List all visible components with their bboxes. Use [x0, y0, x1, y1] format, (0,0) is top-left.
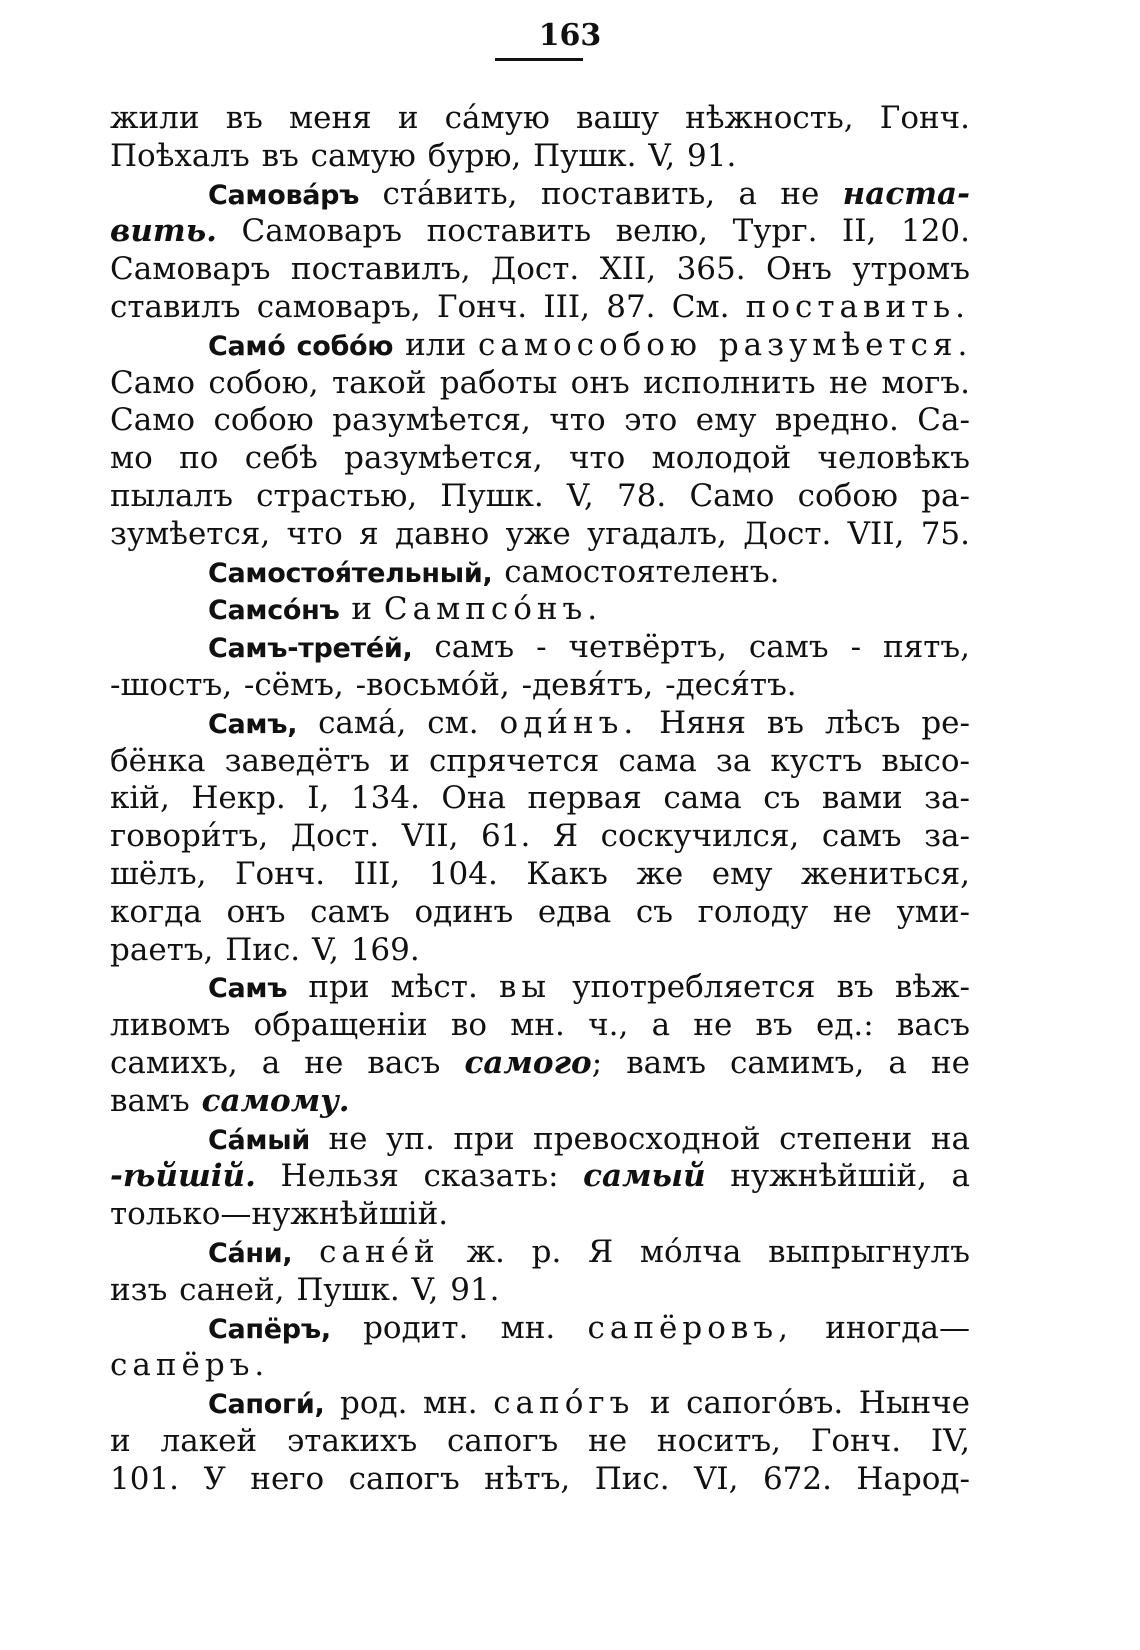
line-text: ; вамъ самимъ, а не — [591, 1044, 970, 1081]
line-text: Нельзя сказать: — [255, 1158, 584, 1195]
line-text: раетъ, Пис. V, 169. — [110, 931, 420, 968]
text-line — [110, 705, 970, 743]
spaced-text: сапо́гъ — [493, 1385, 635, 1422]
entry-headword: Самсо́нъ — [208, 595, 340, 627]
line-text: род. мн. — [324, 1385, 494, 1422]
spaced-text: сане́й — [319, 1233, 440, 1270]
spaced-text: сапёръ. — [110, 1347, 270, 1384]
page-number-rule — [495, 58, 583, 61]
line-text: родит. мн. — [330, 1309, 588, 1346]
line-text: только—нужнѣйшій. — [110, 1196, 449, 1233]
emphasis-text: самого — [464, 1044, 592, 1081]
text-line — [110, 176, 970, 214]
line-text: Самоваръ поставить велю, Тург. II, 120. — [216, 213, 970, 250]
line-text — [292, 1234, 319, 1270]
line-text: самостоятеленъ. — [492, 553, 780, 590]
text-line — [110, 1272, 970, 1310]
emphasis-text: -ѣйшій. — [110, 1158, 256, 1195]
text-line — [110, 780, 970, 818]
text-line — [110, 1385, 970, 1423]
line-text: когда онъ самъ одинъ едва съ голоду не уми- — [110, 893, 970, 930]
line-text: Поѣхалъ въ самую бурю, Пушк. V, 91. — [110, 137, 737, 174]
line-text: кій, Некр. I, 134. Она первая сама съ вами за- — [110, 780, 970, 817]
line-text: Няня въ лѣсъ ре- — [638, 704, 970, 741]
spaced-text: сапёровъ, — [587, 1309, 793, 1346]
text-line — [110, 1196, 970, 1234]
line-text: при мѣст. — [287, 969, 499, 1006]
text-line — [110, 289, 970, 327]
text-line — [110, 629, 970, 667]
line-text: сама́, см. — [297, 704, 500, 741]
text-line — [110, 478, 970, 516]
line-text: и — [339, 591, 384, 628]
emphasis-text: вить. — [110, 213, 217, 250]
text-line — [110, 440, 970, 478]
text-line — [110, 743, 970, 781]
line-text: ставилъ самоваръ, Гонч. III, 87. См. — [110, 288, 746, 325]
line-text: -шостъ, -сёмъ, -восьмо́й, -девя́тъ, -деся́тъ. — [110, 666, 797, 703]
spaced-text: поставить. — [745, 288, 970, 325]
line-text: изъ саней, Пушк. V, 91. — [110, 1271, 500, 1308]
line-text: 101. У него сапогъ нѣтъ, Пис. VI, 672. Народ- — [110, 1460, 970, 1497]
text-line — [110, 1234, 970, 1272]
text-line — [110, 554, 970, 592]
line-text: нужнѣйшій, а — [705, 1158, 970, 1195]
line-text: говори́тъ, Дост. VII, 61. Я соскучился, самъ за- — [110, 818, 970, 855]
line-text: вамъ — [110, 1082, 202, 1119]
text-line — [110, 1121, 970, 1159]
text-line — [110, 818, 970, 856]
text-line — [110, 138, 970, 176]
text-line — [110, 365, 970, 403]
line-text: или — [393, 326, 478, 363]
line-text: мо по себѣ разумѣется, что молодой человѣкъ — [110, 440, 970, 477]
line-text: иногда— — [792, 1309, 971, 1346]
text-line — [110, 969, 970, 1007]
text-line — [110, 894, 970, 932]
line-text: ста́вить, поставить, а не — [359, 175, 843, 212]
text-line — [110, 516, 970, 554]
text-line — [110, 591, 970, 629]
text-line — [110, 932, 970, 970]
line-text: Само собою, такой работы онъ исполнить не могъ. — [110, 364, 970, 401]
entry-headword: Сапёръ, — [208, 1313, 331, 1345]
line-text: ливомъ обращеніи во мн. ч., а не въ ед.: васъ — [110, 1007, 970, 1044]
page-number: 163 — [538, 18, 602, 53]
line-text: не уп. при превосходной степени на — [309, 1120, 970, 1157]
text-line — [110, 1007, 970, 1045]
text-line — [110, 213, 970, 251]
spaced-text: вы — [498, 969, 552, 1006]
entry-headword: Самъ — [208, 973, 288, 1005]
spaced-text: Сампсо́нъ. — [383, 591, 603, 628]
line-text: бёнка заведётъ и спрячется сама за кустъ высо- — [110, 742, 970, 779]
spaced-text: самособою разумѣется. — [478, 326, 973, 363]
text-line — [110, 1423, 970, 1461]
text-line — [110, 667, 970, 705]
entry-headword: Само́ собо́ю — [208, 330, 394, 362]
text-line — [110, 856, 970, 894]
spaced-text: оди́нъ. — [499, 704, 639, 741]
entry-headword: Самостоя́тельный, — [208, 557, 493, 589]
text-line — [110, 100, 970, 138]
text-line — [110, 1461, 970, 1499]
line-text: употребляется въ вѣж- — [551, 969, 971, 1006]
emphasis-text: наста- — [842, 175, 970, 212]
entry-headword: Сапоги́, — [208, 1389, 325, 1421]
emphasis-text: самый — [583, 1158, 706, 1195]
line-text: шёлъ, Гонч. III, 104. Какъ же ему жениться, — [110, 855, 970, 892]
text-line — [110, 402, 970, 440]
emphasis-text: самому. — [201, 1082, 350, 1119]
entry-headword: Самъ, — [208, 708, 298, 740]
line-text: и сапого́въ. Нынче — [634, 1385, 970, 1422]
text-line — [110, 1347, 970, 1385]
entry-headword: Са́ни, — [208, 1237, 293, 1269]
text-line — [110, 1158, 970, 1196]
text-line — [110, 1310, 970, 1348]
line-text: зумѣется, что я давно уже угадалъ, Дост. VII, 75. — [110, 515, 970, 552]
line-text: Самоваръ поставилъ, Дост. XII, 365. Онъ утромъ — [110, 251, 970, 288]
line-text: самихъ, а не васъ — [110, 1044, 465, 1081]
text-line — [110, 1045, 970, 1083]
entry-headword: Самова́ръ — [208, 179, 360, 211]
text-line — [110, 251, 970, 289]
line-text: Само собою разумѣется, что это ему вредно. Са- — [110, 402, 970, 439]
text-line — [110, 1083, 970, 1121]
dictionary-text — [110, 100, 973, 1498]
line-text: ж. р. Я мо́лча выпрыгнулъ — [439, 1233, 970, 1270]
line-text: и лакей этакихъ сапогъ не носитъ, Гонч. IV, — [110, 1422, 970, 1459]
line-text: самъ - четвёртъ, самъ - пятъ, — [412, 629, 970, 666]
entry-headword: Самъ-третéй, — [208, 633, 413, 665]
text-line — [110, 326, 973, 365]
line-text: жили въ меня и са́мую вашу нѣжность, Гонч. — [110, 100, 970, 136]
line-text: пылалъ страстью, Пушк. V, 78. Само собою ра- — [110, 477, 970, 514]
entry-headword: Са́мый — [208, 1124, 310, 1156]
